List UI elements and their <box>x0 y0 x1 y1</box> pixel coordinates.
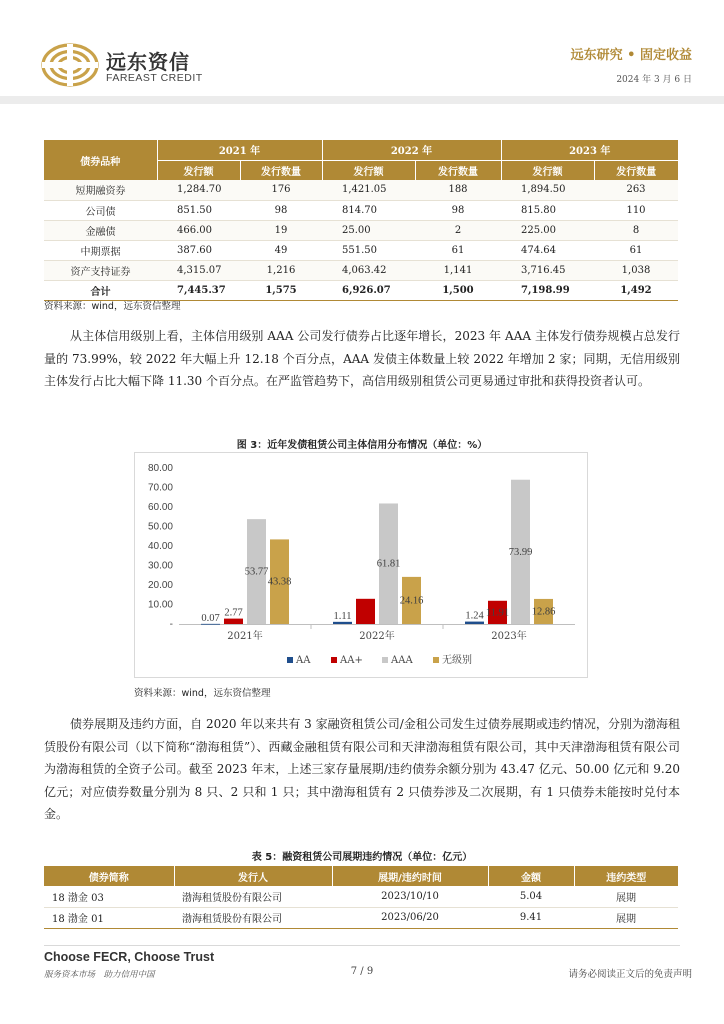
table-total-row <box>44 280 678 300</box>
cell-amount: 6,926.07 <box>322 280 415 300</box>
cell-amount: 4,315.07 <box>157 260 240 280</box>
cell-count: 49 <box>240 240 322 260</box>
table-row <box>44 200 678 220</box>
year-header: 2021 年 <box>157 140 322 160</box>
count-header: 发行数量 <box>415 160 501 180</box>
table-row <box>44 220 678 240</box>
cell-count: 1,575 <box>240 280 322 300</box>
figure-title: 图 3：近年发债租赁公司主体信用分布情况（单位：%） <box>236 440 488 451</box>
event-date: 2023/10/10 <box>332 886 488 907</box>
cell-amount: 4,063.42 <box>322 260 415 280</box>
cell-amount: 7,445.37 <box>157 280 240 300</box>
default-type: 展期 <box>574 886 678 907</box>
bond-type: 短期融资券 <box>44 180 157 200</box>
issuer: 渤海租赁股份有限公司 <box>174 907 332 928</box>
cell-count: 1,500 <box>415 280 501 300</box>
cell-count: 188 <box>415 180 501 200</box>
cell-amount: 466.00 <box>157 220 240 240</box>
data-label: 11.91 <box>485 607 510 619</box>
cell-count: 176 <box>240 180 322 200</box>
credit-distribution-chart <box>134 452 588 678</box>
column-header: 展期/违约时间 <box>332 866 488 886</box>
column-header: 金额 <box>488 866 574 886</box>
cell-count: 1,141 <box>415 260 501 280</box>
data-label: 0.07 <box>201 612 220 624</box>
x-tick-label: 2021年 <box>227 631 263 642</box>
legend-label: AA <box>296 655 311 666</box>
data-label: 24.16 <box>399 595 424 607</box>
footer-slogan-cn: 服务资本市场 助力信用中国 <box>44 970 155 980</box>
cell-count: 263 <box>594 180 678 200</box>
amount: 5.04 <box>488 886 574 907</box>
issuer: 渤海租赁股份有限公司 <box>174 886 332 907</box>
x-tick-label: 2022年 <box>359 631 395 642</box>
bond-type: 金融债 <box>44 220 157 240</box>
cell-count: 110 <box>594 200 678 220</box>
cell-count: 1,038 <box>594 260 678 280</box>
column-header: 债券简称 <box>44 866 174 886</box>
cell-count: 19 <box>240 220 322 240</box>
event-date: 2023/06/20 <box>332 907 488 928</box>
table-row <box>44 907 678 928</box>
column-header: 发行人 <box>174 866 332 886</box>
footer-disclaimer: 请务必阅读正文后的免责声明 <box>568 969 692 980</box>
bar-AA <box>465 622 484 624</box>
y-tick-label: 20.00 <box>147 580 173 591</box>
y-tick-label: - <box>169 619 173 630</box>
cell-count: 2 <box>415 220 501 240</box>
x-tick-label: 2023年 <box>491 631 527 642</box>
y-tick-label: 30.00 <box>147 560 173 572</box>
bond-issuance-table <box>44 140 678 301</box>
y-tick-label: 10.00 <box>147 599 173 611</box>
cell-count: 98 <box>415 200 501 220</box>
cell-amount: 815.80 <box>501 200 594 220</box>
default-extension-table <box>44 866 678 929</box>
table-row <box>44 260 678 280</box>
data-label: 1.24 <box>465 610 484 622</box>
cell-amount: 7,198.99 <box>501 280 594 300</box>
page-header <box>0 0 724 104</box>
bond-type: 中期票据 <box>44 240 157 260</box>
bar-AA+ <box>356 599 375 624</box>
footer-slogan-en: Choose FECR, Choose Trust <box>44 950 215 964</box>
bond-short-name: 18 渤金 01 <box>44 907 174 928</box>
data-label: 2.77 <box>224 607 243 619</box>
bond-type: 公司债 <box>44 200 157 220</box>
data-label: 43.38 <box>267 576 292 588</box>
default-type: 展期 <box>574 907 678 928</box>
cell-count: 61 <box>594 240 678 260</box>
header-divider <box>0 96 724 104</box>
y-tick-label: 60.00 <box>147 502 173 513</box>
legend-label: AAA <box>391 655 413 666</box>
data-label: 53.77 <box>244 566 269 578</box>
legend-label: 无级别 <box>442 655 472 666</box>
cell-amount: 814.70 <box>322 200 415 220</box>
bar-AA <box>333 622 352 624</box>
count-header: 发行数量 <box>240 160 322 180</box>
cell-amount: 851.50 <box>157 200 240 220</box>
column-header: 违约类型 <box>574 866 678 886</box>
table-title: 表 5：融资租赁公司展期违约情况（单位：亿元） <box>251 852 473 863</box>
amount-header: 发行额 <box>157 160 240 180</box>
bond-type: 合计 <box>44 280 157 300</box>
report-date: 2024 年 3 月 6 日 <box>616 75 692 85</box>
year-header: 2022 年 <box>322 140 501 160</box>
cell-amount: 25.00 <box>322 220 415 240</box>
chart-svg <box>135 453 587 677</box>
data-label: 1.11 <box>333 610 352 622</box>
amount-header: 发行额 <box>501 160 594 180</box>
legend-swatch <box>433 657 439 663</box>
cell-count: 61 <box>415 240 501 260</box>
table-corner-header: 债券品种 <box>44 140 157 180</box>
body-paragraph: 从主体信用级别上看，主体信用级别 AAA 公司发行债券占比逐年增长，2023 年 AAA 主体发行债券规模占总发行量的 73.99%，较 2022 年大幅上升 12.18 个百分点，AAA 发债主体数量上较 2022 年增加 2 家；同期，无信用级别主体发行占比大幅下降 11.30 个百分点。在严监管趋势下，高信用级别租赁公司更易通过审批和获得投资者认可。 <box>44 329 680 388</box>
y-tick-label: 70.00 <box>147 482 173 494</box>
y-tick-label: 80.00 <box>147 463 173 474</box>
data-label: 12.86 <box>531 606 556 618</box>
report-category: 远东研究 • 固定收益 <box>570 48 692 63</box>
amount-header: 发行额 <box>322 160 415 180</box>
count-header: 发行数量 <box>594 160 678 180</box>
bond-short-name: 18 渤金 03 <box>44 886 174 907</box>
y-tick-label: 40.00 <box>147 541 173 552</box>
cell-amount: 1,284.70 <box>157 180 240 200</box>
cell-amount: 225.00 <box>501 220 594 240</box>
cell-amount: 1,421.05 <box>322 180 415 200</box>
table-row <box>44 240 678 260</box>
year-header: 2023 年 <box>501 140 678 160</box>
cell-amount: 1,894.50 <box>501 180 594 200</box>
data-label: 73.99 <box>508 546 533 558</box>
fareast-logo-icon <box>40 42 100 88</box>
cell-count: 1,492 <box>594 280 678 300</box>
cell-amount: 3,716.45 <box>501 260 594 280</box>
legend-label: AA+ <box>340 655 363 666</box>
legend-swatch <box>382 657 388 663</box>
legend-swatch <box>331 657 337 663</box>
cell-amount: 474.64 <box>501 240 594 260</box>
bar-AA+ <box>224 619 243 624</box>
bar-AA <box>201 624 220 625</box>
y-tick-label: 50.00 <box>147 521 173 533</box>
cell-count: 1,216 <box>240 260 322 280</box>
body-paragraph: 债券展期及违约方面，自 2020 年以来共有 3 家融资租赁公司/金租公司发生过债券展期或违约情况，分别为渤海租赁股份有限公司（以下简称“渤海租赁”）、西藏金融租赁有限公司和天津渤海租赁有限公司，其中天津渤海租赁有限公司为渤海租赁的全资子公司。截至 2023 年末，上述三家存量展期/违约债券余额分别为 43.47 亿元、50.00 亿元和 9.20 亿元；对应债券数量分别为 8 只、2 只和 1 只；其中渤海租赁有 2 只债券涉及二次展期，有 1 只债券未能按时兑付本金。 <box>44 717 680 821</box>
bond-type: 资产支持证券 <box>44 260 157 280</box>
table-source: 资料来源：wind，远东资信整理 <box>44 301 181 312</box>
cell-amount: 387.60 <box>157 240 240 260</box>
footer-divider <box>44 945 680 946</box>
table-row <box>44 886 678 907</box>
table-row <box>44 180 678 200</box>
cell-amount: 551.50 <box>322 240 415 260</box>
cell-count: 8 <box>594 220 678 240</box>
data-label: 61.81 <box>376 558 401 570</box>
company-name-en: FAREAST CREDIT <box>106 72 203 84</box>
page-number: 7 / 9 <box>350 966 374 977</box>
legend-swatch <box>287 657 293 663</box>
cell-count: 98 <box>240 200 322 220</box>
company-name-cn: 远东资信 <box>106 50 190 74</box>
amount: 9.41 <box>488 907 574 928</box>
figure-source: 资料来源：wind，远东资信整理 <box>134 688 271 699</box>
